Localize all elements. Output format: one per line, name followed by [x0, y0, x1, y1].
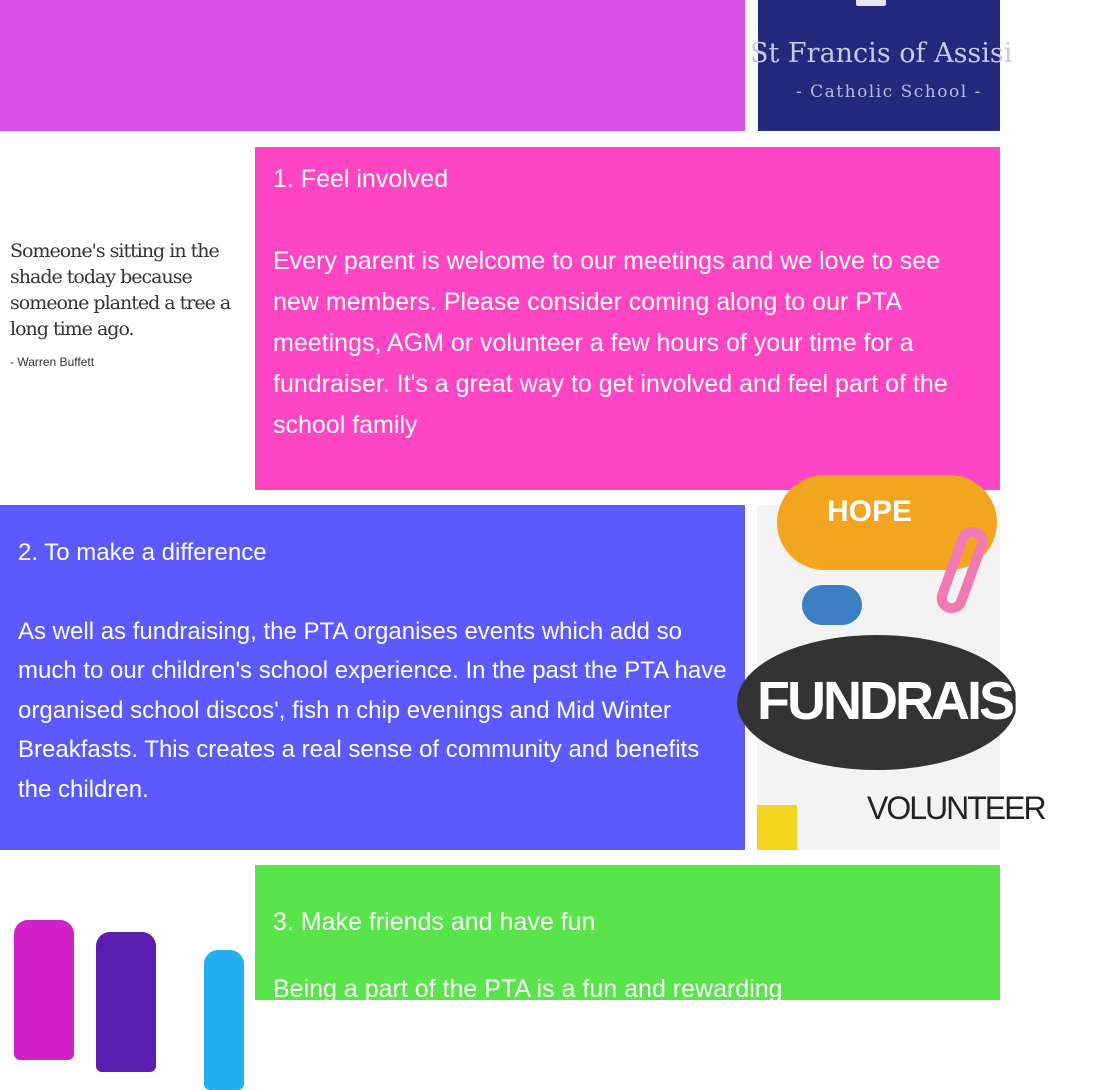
quote-text: Someone's sitting in the shade today because someone planted a tree a long time ago. [10, 240, 231, 340]
cloud-icon [802, 585, 862, 625]
quote-image [10, 238, 240, 372]
header-banner [0, 0, 745, 131]
fundraising-image [757, 495, 1099, 850]
card-body: As well as fundraising, the PTA organises events which add so much to our children's school experience. In the past the PTA have organised school discos', fish n chip evenings and Mid Winter Breakfasts. This creates a real sense of community and benefits the children. [18, 617, 727, 803]
hand-icon [96, 932, 156, 1072]
logo-school-subtitle: - Catholic School - [796, 82, 982, 102]
card-body: Being a part of the PTA is a fun and rewarding [273, 975, 783, 1003]
card-title: 1. Feel involved [273, 165, 449, 193]
quote-author: - Warren Buffett [10, 355, 95, 369]
sticker-icon [757, 805, 797, 850]
fundraising-text: FUNDRAISING [757, 671, 1099, 731]
card-body: Every parent is welcome to our meetings and we love to see new members. Please consider coming along to our PTA meetings, AGM or volunteer a few hours of your time for a fundraiser. It's a great way to get involved and feel part of the school family [273, 247, 948, 439]
hope-text: HOPE [827, 495, 913, 528]
card-feel-involved [255, 147, 1000, 490]
card-make-difference [0, 505, 745, 850]
hand-icon [204, 950, 244, 1090]
school-logo [750, 0, 1013, 131]
logo-emblem-icon [856, 0, 886, 6]
logo-school-name: St Francis of Assisi [750, 38, 1013, 69]
card-make-friends [255, 865, 1000, 1003]
hand-icon [14, 920, 74, 1060]
card-title: 2. To make a difference [18, 539, 267, 566]
volunteer-text: VOLUNTEER [867, 790, 1045, 826]
card-title: 3. Make friends and have fun [273, 908, 596, 936]
